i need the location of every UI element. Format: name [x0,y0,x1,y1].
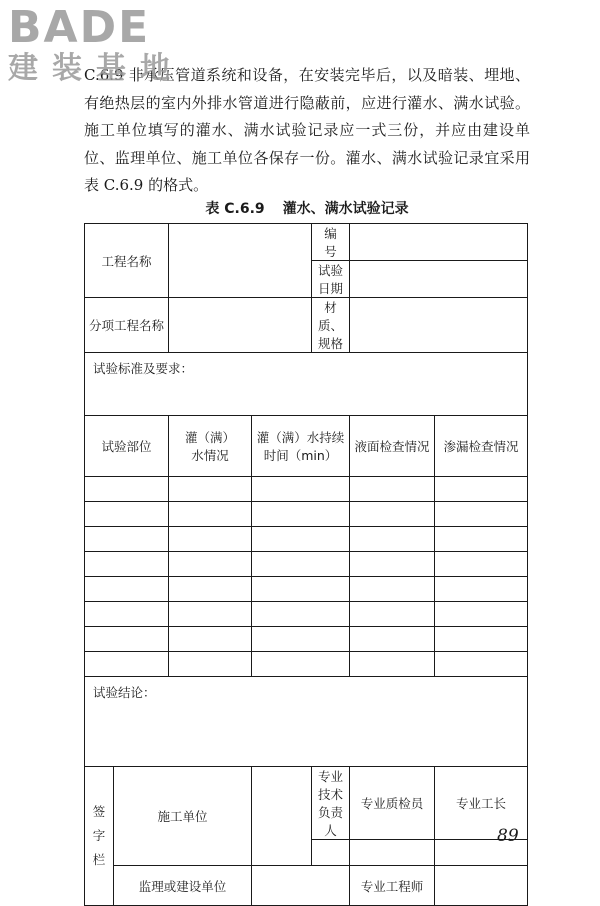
data-cell[interactable] [435,627,528,652]
material-field[interactable] [350,298,528,353]
bade-watermark-logo [8,2,184,86]
table-caption [84,198,530,218]
column-header-part: 试验部位 [85,416,169,477]
data-cell[interactable] [169,652,252,677]
data-cell[interactable] [252,652,350,677]
data-cell[interactable] [252,602,350,627]
data-cell[interactable] [252,552,350,577]
data-cell[interactable] [350,577,435,602]
data-cell[interactable] [350,552,435,577]
tech-lead-label: 专业技术负责人 [312,767,350,840]
data-cell[interactable] [252,527,350,552]
data-cell[interactable] [85,502,169,527]
column-header-fill-line1: 灌（满） [185,430,236,445]
data-cell[interactable] [350,627,435,652]
data-cell[interactable] [169,477,252,502]
data-cell[interactable] [169,602,252,627]
data-cell[interactable] [169,552,252,577]
table-row [85,627,528,652]
tech-lead-signature[interactable] [312,840,350,866]
column-header-duration-line2: 时间（min） [263,448,338,463]
data-cell[interactable] [169,577,252,602]
data-cell[interactable] [252,627,350,652]
data-cell[interactable] [350,652,435,677]
watermark-brand: BADE [8,2,151,53]
table-caption-number: 表 C.6.9 [205,201,265,217]
data-cell[interactable] [435,502,528,527]
data-cell[interactable] [350,602,435,627]
table-row [85,652,528,677]
data-cell[interactable] [85,652,169,677]
data-cell[interactable] [85,627,169,652]
construction-unit-field[interactable] [252,767,312,866]
data-cell[interactable] [252,477,350,502]
data-cell[interactable] [350,502,435,527]
column-header-duration-line1: 灌（满）水持续 [256,430,345,445]
engineer-label: 专业工程师 [350,866,435,906]
data-cell[interactable] [435,527,528,552]
data-cell[interactable] [435,577,528,602]
data-cell[interactable] [85,527,169,552]
table-row [85,602,528,627]
project-name-label: 工程名称 [85,224,169,298]
page-number: 89 [497,826,519,846]
table-row [85,552,528,577]
supervision-unit-label: 监理或建设单位 [114,866,252,906]
data-cell[interactable] [85,602,169,627]
material-label: 材质、规格 [312,298,350,353]
data-cell[interactable] [85,552,169,577]
data-cell[interactable] [435,552,528,577]
table-caption-title: 灌水、满水试验记录 [282,201,409,217]
column-header-fill-line2: 水情况 [191,448,229,463]
supervision-unit-field[interactable] [252,866,350,906]
construction-unit-label: 施工单位 [114,767,252,866]
data-cell[interactable] [350,527,435,552]
signature-label-char-1: 签 [92,804,106,819]
data-cell[interactable] [169,627,252,652]
data-cell[interactable] [85,477,169,502]
engineer-signature[interactable] [435,866,528,906]
test-date-field[interactable] [350,261,528,298]
signature-label-char-2: 字 [92,828,106,843]
foreman-label: 专业工长 [435,767,528,840]
table-row [85,502,528,527]
table-row [85,577,528,602]
column-header-duration [252,416,350,477]
data-cell[interactable] [169,502,252,527]
table-row [85,527,528,552]
number-label: 编 号 [312,224,350,261]
intro-paragraph: C.6.9 非承压管道系统和设备，在安装完毕后，以及暗装、埋地、有绝热层的室内外排水管道进行隐蔽前，应进行灌水、满水试验。施工单位填写的灌水、满水试验记录应一式三份，并应由建设单位、监理单位、施工单位各保存一份。灌水、满水试验记录宜采用表 C.6.9 的格式。 [84,66,530,194]
data-cell[interactable] [252,577,350,602]
conclusion-section[interactable] [85,677,528,767]
conclusion-label: 试验结论： [93,685,156,700]
quality-inspector-label: 专业质检员 [350,767,435,840]
number-field[interactable] [350,224,528,261]
data-cell[interactable] [85,577,169,602]
watermark-subtitle: 建装基地 [8,51,184,86]
data-cell[interactable] [169,527,252,552]
data-cell[interactable] [350,477,435,502]
data-cell[interactable] [435,477,528,502]
column-header-fill [169,416,252,477]
standard-label: 试验标准及要求： [93,361,194,376]
sub-project-label: 分项工程名称 [85,298,169,353]
data-cell[interactable] [435,602,528,627]
quality-inspector-signature[interactable] [350,840,435,866]
table-row [85,477,528,502]
test-date-label: 试验日期 [312,261,350,298]
signature-label-char-3: 栏 [92,852,106,867]
data-cell[interactable] [435,652,528,677]
sub-project-field[interactable] [169,298,312,353]
water-test-record-form [84,223,528,906]
data-cell[interactable] [252,502,350,527]
project-name-field[interactable] [169,224,312,298]
signature-column-label [85,767,114,906]
column-header-leak: 渗漏检查情况 [435,416,528,477]
column-header-level: 液面检查情况 [350,416,435,477]
standard-section[interactable] [85,353,528,416]
